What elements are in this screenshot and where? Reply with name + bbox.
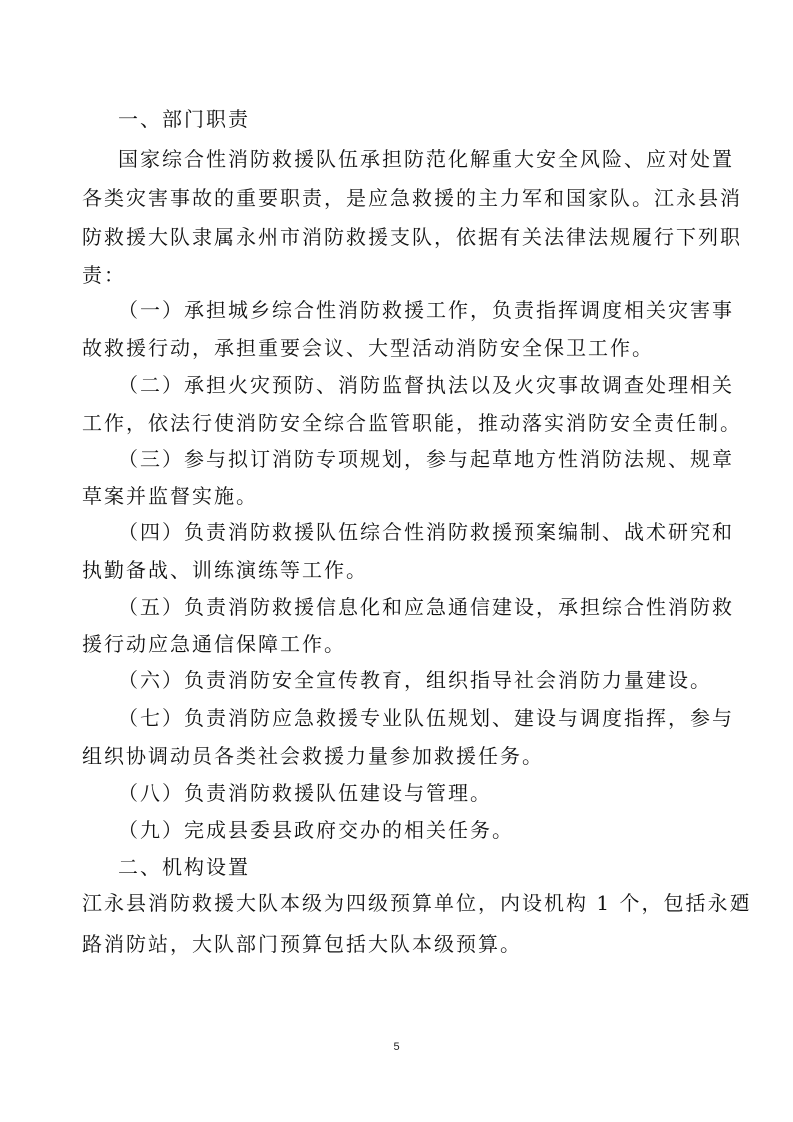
paragraph-line: 责： — [82, 263, 126, 287]
section1-heading: 一、部门职责 — [118, 107, 250, 131]
paragraph-line: 江永县消防救援大队本级为四级预算单位，内设机构 1 个，包括永廼 — [82, 891, 752, 915]
list-item-2-line-1: （二）承担火灾预防、消防监督执法以及火灾事故调查处理相关 — [118, 373, 734, 397]
page-number: 5 — [393, 1041, 400, 1053]
list-item-3-line-2: 草案并监督实施。 — [82, 484, 258, 508]
list-item-4-line-2: 执勤备战、训练演练等工作。 — [82, 558, 368, 582]
list-item-2-line-2: 工作，依法行使消防安全综合监管职能，推动落实消防安全责任制。 — [82, 411, 742, 435]
list-item-6-line-1: （六）负责消防安全宣传教育，组织指导社会消防力量建设。 — [118, 668, 712, 692]
paragraph-line: 防救援大队隶属永州市消防救援支队，依据有关法律法规履行下列职 — [82, 225, 742, 249]
list-item-5-line-1: （五）负责消防救援信息化和应急通信建设，承担综合性消防救 — [118, 595, 734, 619]
list-item-9-line-1: （九）完成县委县政府交办的相关任务。 — [118, 818, 514, 842]
list-item-1-line-2: 故救援行动，承担重要会议、大型活动消防安全保卫工作。 — [82, 336, 654, 360]
list-item-3-line-1: （三）参与拟订消防专项规划，参与起草地方性消防法规、规章 — [118, 447, 734, 471]
list-item-4-line-1: （四）负责消防救援队伍综合性消防救援预案编制、战术研究和 — [118, 520, 734, 544]
section2-heading: 二、机构设置 — [118, 855, 250, 879]
paragraph-line: 各类灾害事故的重要职责，是应急救援的主力军和国家队。江永县消 — [82, 186, 742, 210]
list-item-7-line-1: （七）负责消防应急救援专业队伍规划、建设与调度指挥，参与 — [118, 706, 734, 730]
paragraph-line: 国家综合性消防救援队伍承担防范化解重大安全风险、应对处置 — [118, 147, 734, 171]
list-item-5-line-2: 援行动应急通信保障工作。 — [82, 632, 346, 656]
list-item-1-line-1: （一）承担城乡综合性消防救援工作，负责指挥调度相关灾害事 — [118, 298, 734, 322]
list-item-8-line-1: （八）负责消防救援队伍建设与管理。 — [118, 781, 492, 805]
paragraph-line: 路消防站，大队部门预算包括大队本级预算。 — [82, 932, 522, 956]
list-item-7-line-2: 组织协调动员各类社会救援力量参加救援任务。 — [82, 744, 544, 768]
